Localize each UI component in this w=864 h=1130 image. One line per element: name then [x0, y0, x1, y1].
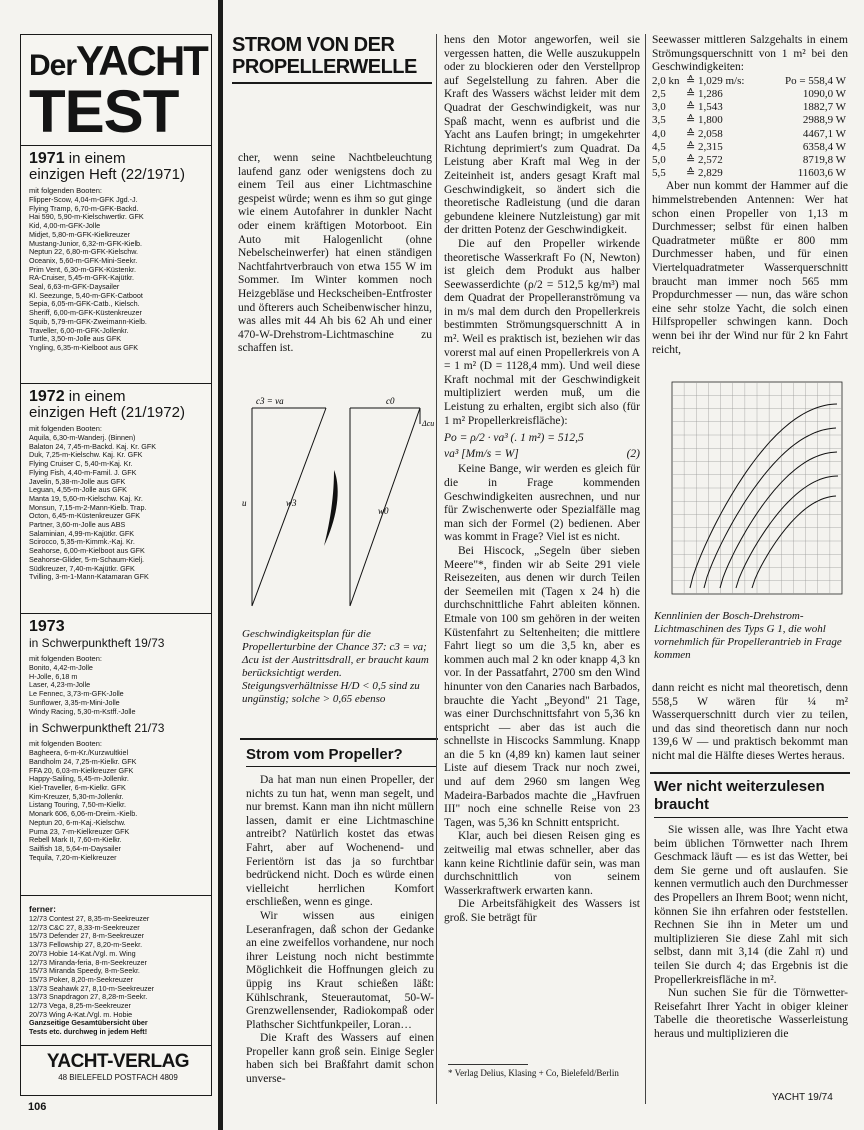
- box1-text: [246, 774, 434, 1087]
- ad-publisher-block: [29, 1051, 207, 1082]
- table-cell: 11603,6 W: [797, 167, 846, 180]
- boat-list-item: Flipper-Scow, 4,04-m-GFK Jgd.-J.: [29, 196, 138, 204]
- boat-list-item: Seahorse, 6,00-m-Kielboot aus GFK: [29, 547, 145, 556]
- boat-list-item: Sheriff, 6,00-m-GFK-Küstenkreuzer: [29, 309, 142, 318]
- ad-section-1972: [29, 389, 207, 582]
- boat-list-item: 13/73 Seahawk 27, 8,10-m-Seekreuzer: [29, 984, 155, 993]
- paragraph: Keine Bange, wir werden es gleich für die in Frage kommenden Geschwindigkeiten ausrechnen, und nur für Zwischenwerte oder Spezialfälle mag man sich der Formel (2) bedienen. Aber was kommt in Frage? Viel ist es nicht.: [444, 463, 640, 544]
- ad-divider: [21, 1045, 211, 1046]
- col4-text: [652, 34, 848, 357]
- boat-list-item: 13/73 Snapdragon 27, 8,28-m-Seekr.: [29, 993, 148, 1002]
- boat-list-item: Puma 23, 7-m-Kielkreuzer GFK: [29, 827, 130, 836]
- col4-paragraph-2: dann reicht es nicht mal theoretisch, denn 558,5 W wären für ¼ m² Wasserquerschnitt durch vier zu teilen, und das sind theoretisch dann nur noch 139,6 W — und praktisch bekommt man nicht mal die Hälfte dieses Wertes heraus.: [652, 682, 848, 762]
- ad-1973-line1: in Schwerpunktheft 19/73: [29, 636, 165, 650]
- table-cell: 2,5: [652, 87, 666, 100]
- boat-list-item: Tvilling, 3-m-1-Mann-Katamaran GFK: [29, 573, 149, 582]
- table-row: [652, 114, 848, 127]
- table-cell: 3,0: [652, 101, 666, 114]
- paragraph: Sie wissen alle, was Ihre Yacht etwa beim üblichen Törnwetter nach Ihrem Geschmack läuft — es ist das Wetter, bei dem Sie gerne und oft auslaufen. Sie kennen vermutlich auch den Durchmesser des Propellers an Ihrem Boot; wenn nicht, können Sie ihn erfahren oder feststellen. Rechnen Sie ihn in Meter um und multiplizieren Sie diese Zahl mit sich selbst, dann mit 3,14 (die Zahl π) und teilen Sie durch 4; das Ergebnis ist die Propellerkreisfläche in m².: [654, 824, 848, 986]
- ad-1973-sub: mit folgenden Booten:: [29, 654, 102, 663]
- table-row: [652, 154, 848, 167]
- box1-top-rule: [240, 738, 438, 740]
- label-dcu: Δcu: [422, 419, 435, 428]
- generator-characteristics-chart: [654, 374, 848, 606]
- boat-list-item: Manta 19, 5,60-m-Kielschw. Kaj. Kr.: [29, 494, 143, 503]
- paragraph: cher, wenn seine Nachtbeleuchtung laufend ganz oder wenigstens doch zu einem Teil aus einer Lichtmaschine gespeist würde; wenn es ihm so gut ginge wie einem Autofahrer in dunkler Nacht oder einem kräftigen Motorboot. Ein Auto mit Halogenlicht (ohne Nebelscheinwerfer) hat einen ständigen Nachtfahrtverbrauch von etwa 155 W im Sommer. Im Winter kommen noch Heizgebläse und Heckscheiben-Entfroster und öfterers auch Scheibenwischer hinzu, was alles mit 44 Ah bis 62 Ah und einer 470-W-Drehstrom-Lichtmaschine zu schaffen ist.: [238, 152, 432, 355]
- ad-1971-line1: in einem: [68, 150, 126, 167]
- boat-list-item: Neptun 22, 6,80-m-GFK-Kielschw.: [29, 248, 139, 257]
- column-divider-bar: [218, 0, 223, 1130]
- boat-list-item: Le Fennec, 3,73-m-GFK-Jolle: [29, 690, 124, 699]
- boat-list-item: Listang Touring, 7,50-m-Kielkr.: [29, 801, 126, 810]
- boat-list-item: Flying Fish, 4,40-m-Famil. J. GFK: [29, 468, 137, 477]
- ad-section-1971: [29, 151, 207, 353]
- table-row: [652, 101, 848, 114]
- ad-1973-list-a: [29, 664, 207, 716]
- boat-list-item: Südkreuzer, 7,40-m-Kajütkr. GFK: [29, 564, 135, 573]
- boat-list-item: 15/73 Poker, 8,20-m-Seekreuzer: [29, 975, 133, 984]
- boat-list-item: Sailfish 18, 5,64-m-Daysailer: [29, 844, 121, 853]
- table-cell: ≙ 2,829: [686, 167, 723, 180]
- ad-1972-sub: mit folgenden Booten:: [29, 424, 102, 433]
- table-cell: 2,0 kn: [652, 74, 680, 87]
- chart-curve: [690, 404, 837, 588]
- boat-list-item: Sunflower, 3,35-m-Mini-Jolle: [29, 698, 120, 707]
- col4-text-2: [652, 682, 848, 764]
- boat-list-item: Duk, 7,25-m-Kielschw. Kaj. Kr. GFK: [29, 451, 143, 460]
- footnote: * Verlag Delius, Klasing + Co, Bielefeld/Berlin: [448, 1068, 619, 1078]
- table-row: [652, 75, 848, 88]
- power-table: [652, 75, 848, 181]
- paragraph: Da hat man nun einen Propeller, der nichts zu tun hat, wenn man segelt, und nur bremst. Kann man ihn nicht müllern lassen, damit er eine Lichtmaschine antreibt? Natürlich kostet das etwas Fahrt, aber auf Wochenend- und Ferientörn ist das ja so furchtbar bedrückend nicht. Doch es würde einen vielleicht herrlichen Komfort erschließen, wenn es ginge.: [246, 774, 434, 909]
- ad-title-der: Der: [29, 49, 77, 82]
- ad-1971-line2: einzigen Heft (22/1971): [29, 166, 185, 183]
- paragraph: Klar, auch bei diesen Reisen ging es zeitweilig mal etwas schneller, aber das kann keine Richtlinie dafür sein, was man durchschnittlich von seinem Wasserkraftwerk erwarten kann.: [444, 830, 640, 897]
- ad-section-ferner: [29, 901, 207, 1037]
- col4-intro: Seewasser mittleren Salzgehalts in einem Strömungsquerschnitt von 1 m² bei den Geschwindigkeiten:: [652, 34, 848, 74]
- table-cell: 3,5: [652, 114, 666, 127]
- table-cell: 1090,0 W: [802, 87, 846, 100]
- ad-divider: [21, 895, 211, 896]
- ad-title-yacht: YACHT: [76, 37, 207, 84]
- boat-list-item: 12/73 Contest 27, 8,35-m-Seekreuzer: [29, 915, 150, 923]
- boat-list-item: H-Jolle, 6,18 m: [29, 672, 78, 681]
- boat-list-item: Windy Racing, 5,30-m-Kstff.-Jolle: [29, 707, 136, 716]
- ad-note-1: Ganzseitige Gesamtübersicht über: [29, 1019, 148, 1028]
- label-c3: c3 = va: [256, 396, 284, 406]
- ad-1973-list-b: [29, 749, 207, 862]
- boat-list-item: 12/73 C&C 27, 8,33-m-Seekreuzer: [29, 923, 140, 932]
- formula-2: [444, 448, 640, 462]
- ad-1971-list: [29, 196, 207, 353]
- ad-1972-line2: einzigen Heft (21/1972): [29, 404, 185, 421]
- col3-part-b: [444, 463, 640, 925]
- boat-list-item: Bandholm 24, 7,25-m-Kielkr. GFK: [29, 757, 137, 766]
- boat-list-item: Sepia, 6,05-m-GFK-Catb., Kielsch.: [29, 300, 140, 309]
- boat-list-item: Kiel-Traveller, 6-m-Kielkr. GFK: [29, 784, 126, 793]
- table-cell: ≙ 2,315: [686, 140, 723, 153]
- issue-label: YACHT 19/74: [772, 1092, 833, 1103]
- ad-divider: [21, 383, 211, 384]
- boat-list-item: Neptun 20, 6-m-Kaj.-Kielschw.: [29, 818, 126, 827]
- article-title-line1: STROM VON DER: [232, 34, 395, 56]
- label-w3: w3: [286, 498, 297, 508]
- table-cell: 5,0: [652, 154, 666, 166]
- boat-list-item: Balaton 24, 7,45-m-Backd. Kaj. Kr. GFK: [29, 442, 157, 451]
- diagram-caption: Geschwindigkeitsplan für die Propellerturbine der Chance 37: c3 = va; Δcu ist der Austrittsdrall, er braucht kaum berücksichtigt werden. Steigungsverhältnisse H/D < 0,5 sind zu ungünstig; solche > 0,65 ebenso: [242, 628, 429, 705]
- table-cell: 8719,8 W: [802, 154, 846, 166]
- chart-svg: [654, 374, 848, 606]
- ad-1972-list: [29, 434, 207, 582]
- box2-heading: Wer nicht weiterzulesen braucht: [654, 778, 825, 813]
- box2-underline: [654, 817, 848, 818]
- boat-list-item: Yngling, 6,35-m-Kielboot aus GFK: [29, 343, 139, 352]
- col3-part-a: [444, 34, 640, 428]
- column-rule: [436, 34, 437, 1104]
- boat-list-item: Javelin, 5,38-m-Jolle aus GFK: [29, 477, 126, 486]
- boat-list-item: Turtle, 3,50-m-Jolle aus GFK: [29, 335, 122, 344]
- ad-address: 48 BIELEFELD POSTFACH 4809: [58, 1073, 178, 1082]
- table-cell: ≙ 2,572: [686, 154, 723, 166]
- chart-curve: [752, 496, 836, 588]
- formula-2-left: va³ [Mm/s = W]: [444, 447, 519, 460]
- paragraph: Bei Hiscock, „Segeln über sieben Meere"*, finden wir ab Seite 291 viele Reisezeiten, aus denen wir durch Teilen der Seemeilen mit (Tagen x 24 h) die durchschnittliche Fahrt ableiten können. Etmale von 100 sm gehören in der weiten Küstenfahrt zu Seltenheiten; die mittlere Fahrt liegt so um die 3,5 kn, aber es kommen auch mal 2 kn oder knapp 4,3 kn vor. In der Passatfahrt, 2700 sm den Wind hinunter von den Canaries nach Barbados, brauchte die Yacht „Beyond" 21 Tage, was einer Durchschnittsfahrt von 5,36 kn entspricht — aber das ist auch die schnellste in Hiscocks Sammlung. Knapp an die 5 kn (4,89 kn) kamen laut seiner Liste auf diesem Track nur noch zwei, und auf dem 2960 sm langen Weg Madeira-Barbados machte die „Havfruen III" noch eine schnelle Reise von 23 Tagen, was 5,36 kn Schnitt entspricht.: [444, 544, 640, 829]
- box1-underline: [246, 766, 436, 767]
- boat-list-item: Flying Tramp, 6,70-m-GFK-Backd.: [29, 204, 139, 213]
- ad-title-test: TEST: [29, 78, 179, 145]
- paragraph: Die Kraft des Wassers auf einen Propeller kann groß sein. Einige Segler haben sich bei Braßfahrt damit schon unverse-: [246, 1032, 434, 1086]
- boat-list-item: RA-Cruiser, 5,45-m-GFK-Kajütkr.: [29, 274, 135, 283]
- velocity-diagram-svg: [236, 394, 436, 620]
- boat-list-item: Laser, 4,23-m-Jolle: [29, 681, 91, 690]
- chart-caption: Kennlinien der Bosch-Drehstrom-Lichtmaschinen des Typs G 1, die wohl vornehmlich für Propellerantrieb in Frage kommen: [654, 610, 842, 661]
- boat-list-item: Seal, 6,63-m-GFK-Daysailer: [29, 283, 120, 292]
- boat-list-item: FFA 20, 6,03-m-Kielkreuzer GFK: [29, 766, 134, 775]
- box1-heading: Strom vom Propeller?: [246, 746, 403, 763]
- footnote-rule: [448, 1064, 528, 1065]
- ad-1971-year: 1971: [29, 150, 65, 167]
- boat-list-item: Midjet, 5,80-m-GFK-Kielkreuzer: [29, 230, 131, 239]
- formula-1: Po = ρ/2 · va³ (. 1 m²) = 512,5: [444, 432, 584, 445]
- velocity-diagram: [236, 394, 436, 620]
- boat-list-item: Leguan, 4,55-m-Jolle aus GFK: [29, 486, 127, 495]
- boat-list-item: Prim Vent, 6,30-m-GFK-Küstenkr.: [29, 265, 137, 274]
- boat-list-item: Scirocco, 5,35-m-Kimmk.-Kaj. Kr.: [29, 538, 135, 547]
- boat-list-item: Kid, 4,00-m-GFK-Jolle: [29, 222, 101, 231]
- blade-profile: [324, 470, 338, 546]
- table-cell: 1882,7 W: [802, 101, 846, 114]
- ad-ferner-label: ferner:: [29, 904, 56, 914]
- ad-1972-year: 1972: [29, 388, 65, 405]
- paragraph: Die Arbeitsfähigkeit des Wassers ist groß. Sie beträgt für: [444, 898, 640, 924]
- title-underline: [232, 82, 432, 84]
- boat-list-item: 15/73 Miranda Speedy, 8-m-Seekr.: [29, 967, 140, 976]
- yacht-test-ad: [20, 34, 212, 1096]
- boat-list-item: Kim-Kreuzer, 5,30-m-Jollenkr.: [29, 792, 124, 801]
- boat-list-item: 12/73 Vega, 8,25-m-Seekreuzer: [29, 1002, 131, 1011]
- col3-text: [444, 34, 640, 926]
- boat-list-item: Aquila, 6,30-m-Wanderj. (Binnen): [29, 434, 136, 442]
- table-row: [652, 167, 848, 180]
- boat-list-item: Seahorse-Glider, 5-m-Schaum-Kielj.: [29, 555, 145, 564]
- table-cell: 2988,9 W: [802, 114, 846, 127]
- table-cell: 4467,1 W: [802, 127, 846, 140]
- page-number: 106: [28, 1101, 47, 1113]
- table-cell: 4,0: [652, 127, 666, 140]
- table-cell: Po = 558,4 W: [784, 74, 846, 87]
- boat-list-item: Happy-Sailing, 5,45-m-Jollenkr.: [29, 775, 129, 784]
- boat-list-item: Bagheera, 6-m-Kr./Kurzwultkiel: [29, 749, 129, 758]
- ad-ferner-list: [29, 915, 207, 1019]
- table-row: [652, 88, 848, 101]
- ad-masthead: [29, 37, 207, 145]
- label-c0: c0: [386, 396, 395, 406]
- ad-1973-year: 1973: [29, 618, 65, 635]
- paragraph: Nun suchen Sie für die Törnwetter-Reisefahrt Ihrer Yacht in obiger kleiner Tabelle die theoretische Wasserleistung heraus und multiplizieren die: [654, 987, 848, 1040]
- article-title: [232, 34, 427, 78]
- boat-list-item: Traveller, 6,00-m-GFK-Jollenkr.: [29, 326, 129, 335]
- label-u: u: [242, 498, 247, 508]
- boat-list-item: Monsun, 7,15-m-2-Mann-Kielb. Trap.: [29, 503, 147, 512]
- ad-note-2: Tests etc. durchweg in jedem Heft!: [29, 1028, 148, 1037]
- boat-list-item: 12/73 Miranda-feria, 8-m-Seekreuzer: [29, 958, 147, 967]
- boat-list-item: 15/73 Defender 27, 8-m-Seekreuzer: [29, 932, 145, 941]
- boat-list-item: 13/73 Fellowship 27, 8,20-m-Seekr.: [29, 941, 143, 950]
- column-rule: [645, 34, 646, 1104]
- table-cell: ≙ 1,029 m/s:: [686, 74, 745, 87]
- boat-list-item: Salaminian, 4,99-m-Kajütkr. GFK: [29, 529, 135, 538]
- ad-publisher: YACHT-VERLAG: [46, 1051, 190, 1072]
- table-cell: 6358,4 W: [802, 140, 846, 153]
- label-w0: w0: [378, 506, 389, 516]
- ad-1973-sub2: mit folgenden Booten:: [29, 739, 102, 749]
- table-cell: 5,5: [652, 167, 666, 180]
- boat-list-item: Squib, 5,79-m-GFK-Zweimann-Kielb.: [29, 317, 147, 326]
- boat-list-item: Mustang-Junior, 6,32-m-GFK-Kielb.: [29, 239, 143, 248]
- col1-text: [238, 152, 432, 356]
- boat-list-item: Kl. Seezunge, 5,40-m-GFK-Catboot: [29, 291, 143, 300]
- boat-list-item: Octon, 6,45-m-Küstenkreuzer GFK: [29, 512, 141, 521]
- boat-list-item: Rebell Mark II, 7,60-m-Kielkr.: [29, 836, 122, 845]
- table-cell: ≙ 1,800: [686, 114, 723, 127]
- ad-1973-line2: in Schwerpunktheft 21/73: [29, 721, 165, 736]
- article-title-line2: PROPELLERWELLE: [232, 56, 417, 78]
- table-row: [652, 128, 848, 141]
- paragraph: Die auf den Propeller wirkende theoretische Wasserkraft Fo (N, Newton) ist gleich dem Produkt aus halber Seewasserdichte (ρ/2 = 512,5 kg/m³) mal dem Quadrat der Propelleranströmung va in m/s mal dem durch den Propellerkreis bestimmten Strömungsquerschnitt A in m². Weil es praktisch ist, beziehen wir das vorerst mal auf einen Propellerkreis von A = 1 m² (D = 1128,4 mm). Und weil diese Kraft nochmal mit der Geschwindigkeit multipliziert werden muß, um die Leistung zu erhalten, ergibt sich also (für 1 m² Propellerkreisfläche):: [444, 237, 640, 427]
- ad-divider: [21, 145, 211, 146]
- boat-list-item: Tequila, 7,20-m-Kielkreuzer: [29, 853, 117, 862]
- table-cell: ≙ 1,543: [686, 101, 723, 114]
- boat-list-item: Flying Cruiser C, 5,40-m-Kaj. Kr.: [29, 460, 133, 469]
- table-cell: ≙ 2,058: [686, 127, 723, 140]
- ad-divider: [21, 613, 211, 614]
- boat-list-item: Monark 606, 6,06-m-Dreim.-Kielb.: [29, 810, 138, 819]
- formula-2-number: (2): [626, 447, 640, 460]
- box2-top-rule: [650, 772, 850, 774]
- table-cell: ≙ 1,286: [686, 87, 723, 100]
- ad-1972-line1: in einem: [68, 388, 126, 405]
- paragraph: hens den Motor angeworfen, weil sie vergessen hatten, die Welle auszukuppeln oder zu blockieren oder den Verstellprop auf Segelstellung zu fahren. Aber die Kraft des Wassers wächst leider mit dem Quadrat der Geschwindigkeit, was nur Spaß macht, wenn es aufbrist und die Yacht ans Laufen bringt; in umgekehrter Richtung deprimiert's zum Quadrat. Da Leistung aber Kraft mal Weg in der Zeiteinheit ist, anders gesagt Kraft mal Geschwindigkeit, so ändert sich die theoretische Radleistung (und die daran gebundene kleinere Nutzleistung) gar mit der dritten Potenz der Geschwindigkeit.: [444, 34, 640, 237]
- boat-list-item: 20/73 Wing A-Kat./Vgl. m. Hobie: [29, 1010, 133, 1019]
- col4-paragraph: Aber nun kommt der Hammer auf die himmelstrebenden Antennen: Wer hat schon einen Propeller von 1,13 m Durchmesser; selbst für einen halben Quadratmeter müßte er 800 mm Durchmesser haben, und für einen Viertelquadratmeter Wasserquerschnitt braucht man immer noch 565 mm Propdurchmesser — nun, das wäre schon eine sehr stolze Yacht, die solch einen Hilfspropeller schwingen kann. Doch wenn bei ihr der Wind nur für 2 kn Fahrt reicht,: [652, 180, 848, 356]
- boat-list-item: Bonito, 4,42-m-Jolle: [29, 664, 93, 672]
- ad-section-1973: [29, 619, 207, 862]
- table-cell: 4,5: [652, 140, 666, 153]
- box2-text: [654, 824, 848, 1042]
- boat-list-item: 20/73 Hobie 14-Kat./Vgl. m. Wing: [29, 949, 136, 958]
- ad-1971-sub: mit folgenden Booten:: [29, 186, 102, 195]
- boat-list-item: Hai 590, 5,90-m-Kielschwertkr. GFK: [29, 213, 144, 222]
- paragraph: Wir wissen aus einigen Leseranfragen, daß schon der Gedanke an eine zweifellos vorhandene, nur noch ihrer Leistung noch nicht bestimmte Möglichkeit die Hoffnungen gleich zu üppig ins Kraut schießen läßt: Kühlschrank, Steuerautomat, 50-W-Grenzwellensender, Radiokompaß oder Plathscher Sichtfunkpeiler, Loran…: [246, 909, 434, 1031]
- boat-list-item: Partner, 3,60-m-Jolle aus ABS: [29, 521, 126, 530]
- boat-list-item: Oceanix, 5,60-m-GFK-Mini-Seekr.: [29, 256, 138, 265]
- table-row: [652, 141, 848, 154]
